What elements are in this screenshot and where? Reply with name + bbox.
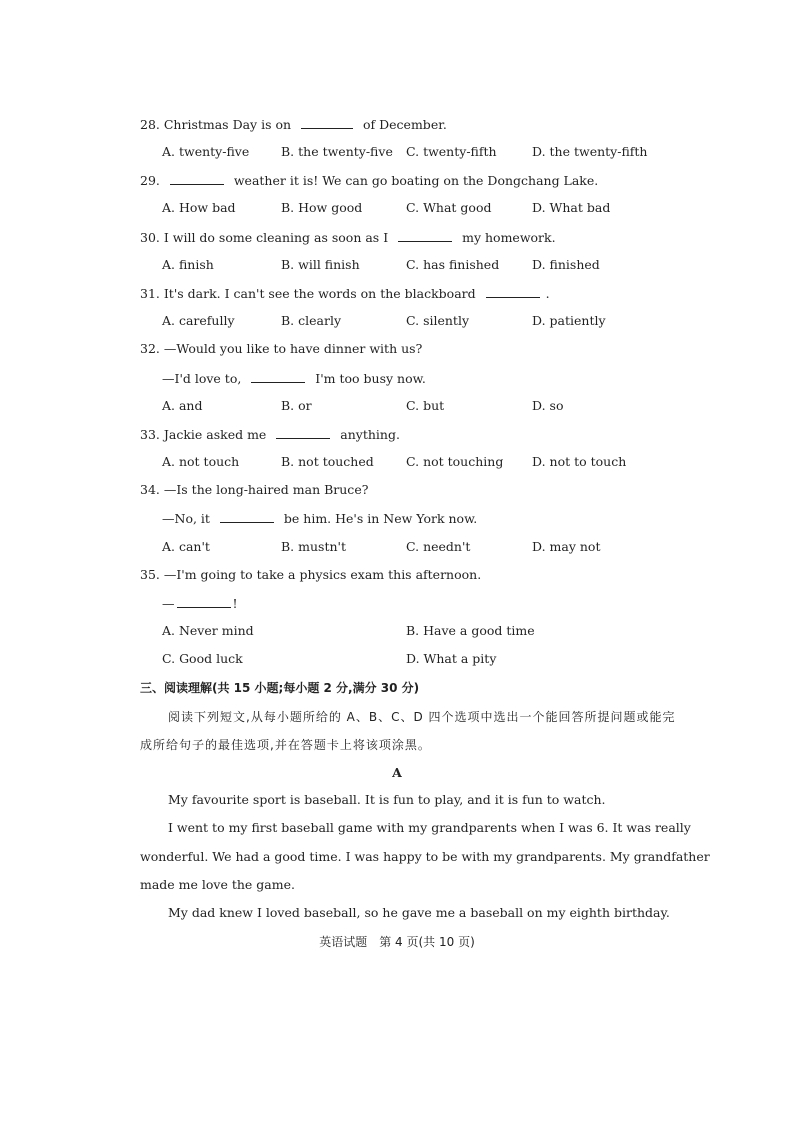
response-after: I'm too busy now. — [315, 371, 426, 386]
option-a: A. How bad — [162, 200, 236, 215]
option-c: C. twenty-fifth — [406, 144, 497, 159]
question-stem-after: of December. — [363, 117, 447, 132]
question-35-response — [162, 593, 238, 613]
question-28 — [140, 114, 447, 134]
option-c: C. What good — [406, 200, 492, 215]
response-before: — — [162, 596, 175, 611]
question-32 — [140, 339, 422, 359]
option-d: D. patiently — [532, 313, 606, 328]
option-b: B. the twenty-five — [281, 144, 393, 159]
passage-line-3: wonderful. We had a good time. I was happy to be with my grandparents. My grandfather — [140, 849, 710, 864]
question-stem: 31. It's dark. I can't see the words on the blackboard — [140, 286, 476, 301]
option-c: C. Good luck — [162, 651, 243, 666]
page-footer: 英语试题 第 4 页(共 10 页) — [319, 935, 475, 949]
option-b: B. How good — [281, 200, 363, 215]
question-29 — [140, 170, 598, 190]
option-a: A. and — [162, 398, 203, 413]
option-c: C. but — [406, 398, 445, 413]
option-a: A. not touch — [162, 454, 240, 469]
question-stem: 30. I will do some cleaning as soon as I — [140, 230, 389, 245]
passage-line-2: I went to my first baseball game with my grandparents when I was 6. It was really — [168, 820, 691, 835]
option-a: A. finish — [162, 257, 214, 272]
question-stem: 28. Christmas Day is on — [140, 117, 292, 132]
question-35 — [140, 565, 481, 585]
passage-line-5: My dad knew I loved baseball, so he gave me a baseball on my eighth birthday. — [168, 905, 670, 920]
option-a: A. can't — [162, 539, 210, 554]
answer-blank — [177, 593, 231, 608]
section-instruction-line-2: 成所给句子的最佳选项,并在答题卡上将该项涂黑。 — [140, 738, 431, 752]
option-d: D. finished — [532, 257, 600, 272]
question-stem-after: . — [545, 286, 550, 301]
question-stem: 33. Jackie asked me — [140, 427, 267, 442]
question-34-response — [162, 508, 477, 528]
option-d: D. the twenty-fifth — [532, 144, 648, 159]
answer-blank — [301, 114, 353, 129]
option-b: B. will finish — [281, 257, 360, 272]
option-b: B. Have a good time — [406, 623, 535, 638]
option-a: A. Never mind — [162, 623, 254, 638]
option-b: B. not touched — [281, 454, 374, 469]
section-title: 三、阅读理解(共 15 小题;每小题 2 分,满分 30 分) — [140, 681, 420, 695]
option-d: D. What a pity — [406, 651, 497, 666]
option-d: D. so — [532, 398, 564, 413]
option-b: B. clearly — [281, 313, 342, 328]
passage-label: A — [392, 765, 402, 780]
answer-blank — [486, 283, 540, 298]
option-a: A. twenty-five — [162, 144, 250, 159]
question-stem: 35. —I'm going to take a physics exam this afternoon. — [140, 567, 482, 582]
option-a: A. carefully — [162, 313, 235, 328]
question-31 — [140, 283, 550, 303]
option-d: D. not to touch — [532, 454, 627, 469]
question-30 — [140, 227, 556, 247]
response-before: —I'd love to, — [162, 371, 242, 386]
question-stem: 29. — [140, 173, 160, 188]
answer-blank — [251, 368, 305, 383]
answer-blank — [170, 170, 224, 185]
option-c: C. not touching — [406, 454, 504, 469]
passage-line-4: made me love the game. — [140, 877, 295, 892]
question-32-response — [162, 368, 426, 388]
option-d: D. What bad — [532, 200, 611, 215]
response-after: ! — [232, 596, 238, 611]
question-33 — [140, 424, 400, 444]
section-instruction-line-1: 阅读下列短文,从每小题所给的 A、B、C、D 四个选项中选出一个能回答所提问题或能完 — [168, 710, 676, 724]
answer-blank — [220, 508, 274, 523]
option-c: C. silently — [406, 313, 470, 328]
option-b: B. or — [281, 398, 312, 413]
option-c: C. needn't — [406, 539, 471, 554]
response-after: be him. He's in New York now. — [283, 511, 478, 526]
question-stem-after: my homework. — [462, 230, 556, 245]
question-stem: 34. —Is the long-haired man Bruce? — [140, 482, 369, 497]
answer-blank — [398, 227, 452, 242]
passage-line-1: My favourite sport is baseball. It is fun to play, and it is fun to watch. — [168, 792, 606, 807]
question-34 — [140, 480, 368, 500]
option-b: B. mustn't — [281, 539, 346, 554]
response-before: —No, it — [162, 511, 210, 526]
answer-blank — [276, 424, 330, 439]
option-c: C. has finished — [406, 257, 500, 272]
question-stem-after: weather it is! We can go boating on the Dongchang Lake. — [233, 173, 599, 188]
question-stem-after: anything. — [340, 427, 400, 442]
option-d: D. may not — [532, 539, 601, 554]
question-stem: 32. —Would you like to have dinner with us? — [140, 341, 423, 356]
